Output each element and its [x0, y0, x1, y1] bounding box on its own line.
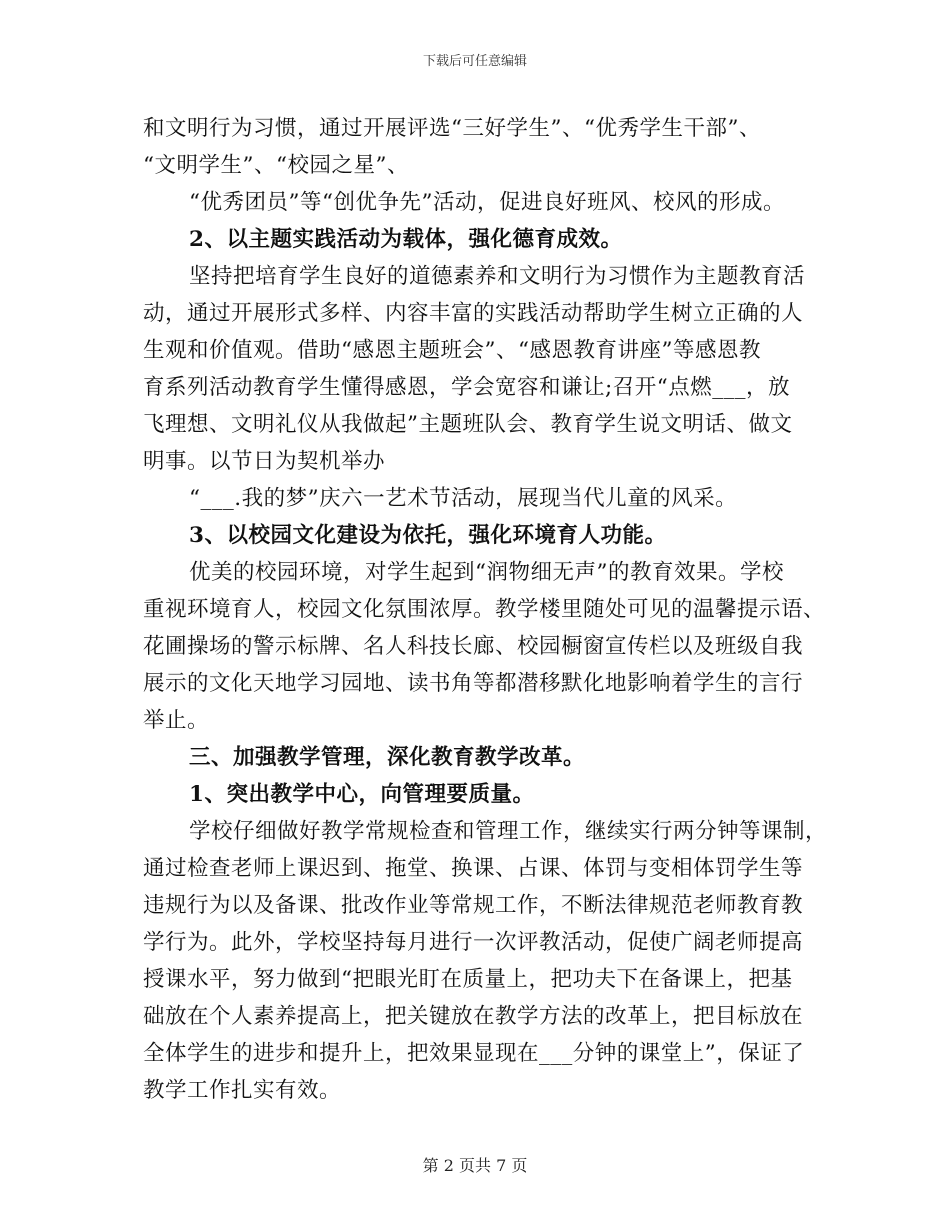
- paragraph-line: 础放在个人素养提高上，把关键放在教学方法的改革上，把目标放在: [143, 1004, 804, 1029]
- paragraph-line: 通过检查老师上课迟到、拖堂、换课、占课、体罚与变相体罚学生等: [143, 856, 804, 881]
- paragraph-line: 举止。: [143, 708, 210, 733]
- paragraph-line: “文明学生”、“校园之星”、: [143, 153, 409, 178]
- paragraph-line: “___.我的梦”庆六一艺术节活动，展现当代儿童的风采。: [189, 486, 738, 511]
- paragraph-line: 花圃操场的警示标牌、名人科技长廊、校园橱窗宣传栏以及班级自我: [143, 634, 804, 659]
- paragraph-line: 优美的校园环境，对学生起到“润物细无声”的教育效果。学校: [189, 560, 784, 585]
- paragraph-line: 坚持把培育学生良好的道德素养和文明行为习惯作为主题教育活: [189, 264, 806, 289]
- document-body: [143, 110, 828, 1109]
- paragraph-line: 育系列活动教育学生懂得感恩，学会宽容和谦让;召开“点燃___，放: [143, 375, 790, 400]
- section-heading-line: 2、以主题实践活动为载体，强化德育成效。: [189, 227, 623, 252]
- page-header: 下载后可任意编辑: [422, 54, 527, 69]
- paragraph-line: “优秀团员”等“创优争先”活动，促进良好班风、校风的形成。: [189, 190, 785, 215]
- paragraph-line: 明事。以节日为契机举办: [143, 449, 386, 474]
- section-heading-line: 三、加强教学管理，深化教育教学改革。: [189, 745, 586, 770]
- paragraph-line: 违规行为以及备课、批改作业等常规工作，不断法律规范老师教育教: [143, 893, 804, 918]
- paragraph-line: 学行为。此外，学校坚持每月进行一次评教活动，促使广阔老师提高: [143, 930, 804, 955]
- paragraph-line: 授课水平，努力做到“把眼光盯在质量上，把功夫下在备课上，把基: [143, 967, 793, 992]
- paragraph-line: 学校仔细做好教学常规检查和管理工作，继续实行两分钟等课制，: [189, 819, 828, 844]
- paragraph-line: 飞理想、文明礼仪从我做起”主题班队会、教育学生说文明话、做文: [143, 412, 793, 437]
- section-heading-line: 3、以校园文化建设为依托，强化环境育人功能。: [189, 523, 667, 548]
- page-footer: 第 2 页共 7 页: [422, 1156, 528, 1175]
- paragraph-line: 动，通过开展形式多样、内容丰富的实践活动帮助学生树立正确的人: [143, 301, 804, 326]
- paragraph-line: 重视环境育人，校园文化氛围浓厚。教学楼里随处可见的温馨提示语、: [143, 597, 826, 622]
- paragraph-line: 全体学生的进步和提升上，把效果显现在___分钟的课堂上”，保证了: [143, 1041, 805, 1066]
- paragraph-line: 和文明行为习惯，通过开展评选“三好学生”、“优秀学生干部”、: [143, 116, 761, 141]
- section-heading-line: 1、突出教学中心，向管理要质量。: [189, 782, 535, 807]
- paragraph-line: 展示的文化天地学习园地、读书角等都潜移默化地影响着学生的言行: [143, 671, 804, 696]
- paragraph-line: 生观和价值观。借助“感恩主题班会”、“感恩教育讲座”等感恩教: [143, 338, 761, 363]
- paragraph-line: 教学工作扎实有效。: [143, 1078, 342, 1103]
